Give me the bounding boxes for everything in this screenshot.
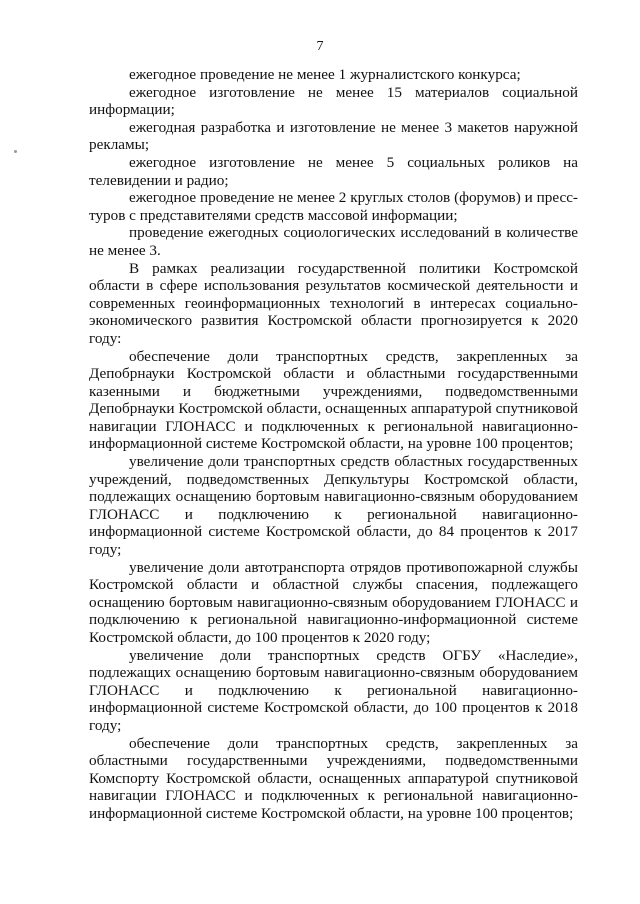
document-body	[89, 66, 578, 823]
paragraph-nasledie-vehicles: увеличение доли транспортных средств ОГБУ «Наследие», подлежащих оснащению бортовым навигационно-связным оборудованием ГЛОНАСС и подключению к региональной навигационно-информационной системе Костромской области, до 100 процентов к 2018 году;	[89, 646, 578, 734]
paragraph-komsport-vehicles: обеспечение доли транспортных средств, закрепленных за областными государственными учреждениями, подведомственными Комспорту Костромской области, оснащенных аппаратурой спутниковой навигации ГЛОНАСС и подключенных к региональной навигационно-информационной системе Костромской области, на уровне 100 процентов;	[89, 734, 578, 822]
paragraph-sociological-research: проведение ежегодных социологических исследований в количестве не менее 3.	[89, 224, 578, 259]
paragraph-depobrnauki-vehicles: обеспечение доли транспортных средств, закрепленных за Депобрнауки Костромской области и областными государственными казенными и бюджетными учреждениями, подведомственными Депобрнауки Костромской области, оснащенных аппаратурой спутниковой навигации ГЛОНАСС и подключенных к региональной навигационно-информационной системе Костромской области, на уровне 100 процентов;	[89, 347, 578, 453]
paragraph-fire-service-vehicles: увеличение доли автотранспорта отрядов противопожарной службы Костромской области и областной службы спасения, подлежащего оснащению бортовым навигационно-связным оборудованием ГЛОНАСС и подключению к региональной навигационно-информационной системе Костромской области, до 100 процентов к 2020 году;	[89, 558, 578, 646]
paragraph-outdoor-ads: ежегодная разработка и изготовление не менее 3 макетов наружной рекламы;	[89, 118, 578, 154]
margin-speck	[14, 150, 17, 153]
paragraph-forecast-intro: В рамках реализации государственной политики Костромской области в сфере использования результатов космической деятельности и современных геоинформационных технологий в интересах социально-экономического развития Костромской области прогнозируется к 2020 году:	[89, 259, 578, 347]
paragraph-round-tables: ежегодное проведение не менее 2 круглых столов (форумов) и пресс-туров с представителями средств массовой информации;	[89, 189, 578, 224]
paragraph-social-videos: ежегодное изготовление не менее 5 социальных роликов на телевидении и радио;	[89, 153, 578, 189]
page-number: 7	[316, 39, 324, 54]
paragraph-social-materials: ежегодное изготовление не менее 15 материалов социальной информации;	[89, 83, 578, 119]
paragraph-journalist-contest: ежегодное проведение не менее 1 журналистского конкурса;	[129, 66, 521, 83]
paragraph-depkultury-vehicles: увеличение доли транспортных средств областных государственных учреждений, подведомственных Депкультуры Костромской области, подлежащих оснащению бортовым навигационно-связным оборудованием ГЛОНАСС и подключению к региональной навигационно-информационной системе Костромской области, до 84 процентов к 2017 году;	[89, 453, 578, 559]
